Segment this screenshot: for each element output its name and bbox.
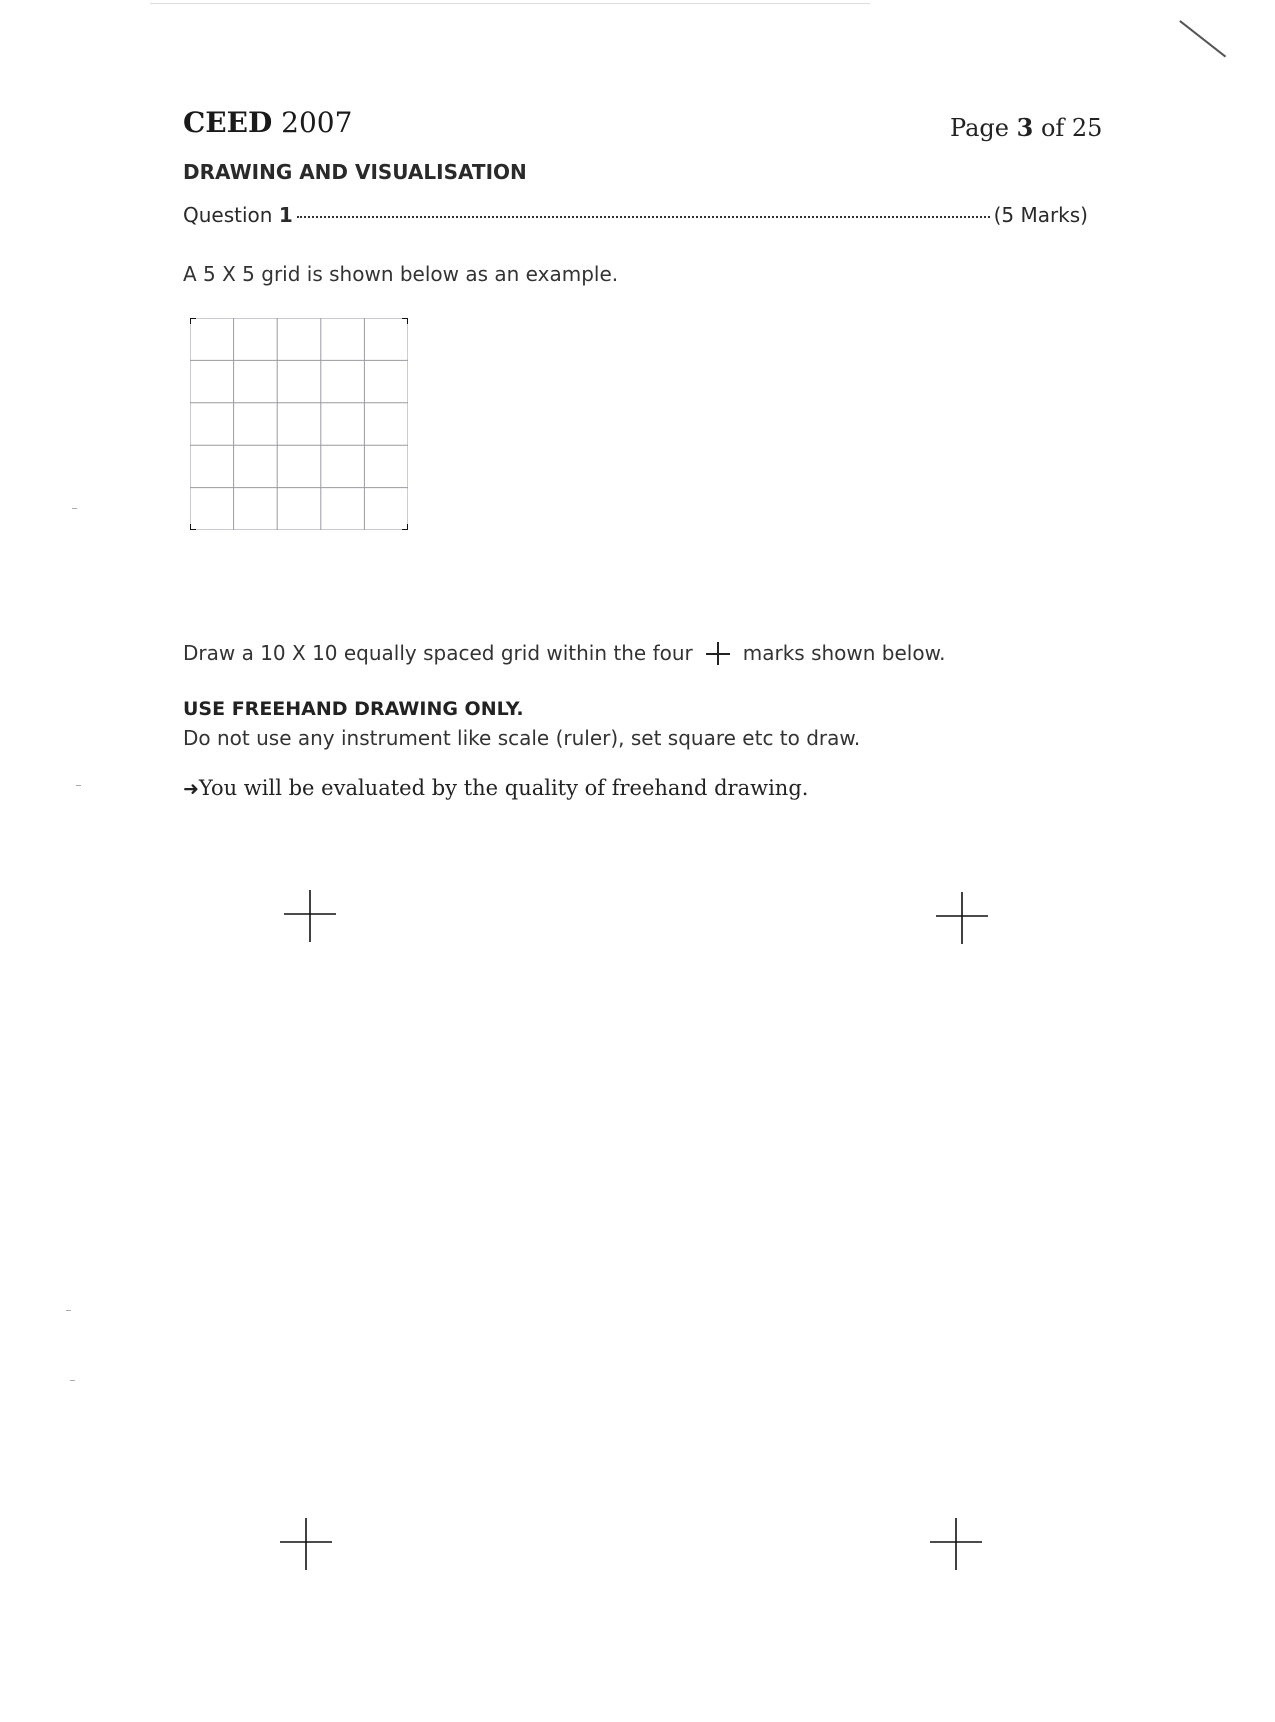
corner-mark-bottom-left-icon: [280, 1518, 332, 1570]
scan-speck: [66, 1310, 71, 1311]
corner-plus-icon: [402, 318, 408, 324]
corner-plus-icon: [190, 318, 196, 324]
exam-name: CEED: [183, 106, 273, 139]
scan-edge-line: [150, 3, 870, 4]
corner-plus-icon: [190, 524, 196, 530]
scan-speck: [70, 1380, 75, 1381]
page-number: [950, 113, 1102, 142]
scan-speck: [72, 508, 77, 509]
page-current: 3: [1016, 113, 1034, 142]
draw-instruction-end: marks shown below.: [742, 641, 946, 665]
evaluation-text: You will be evaluated by the quality of freehand drawing.: [198, 776, 809, 800]
plus-mark-icon: [705, 640, 731, 666]
corner-mark-top-left-icon: [284, 890, 336, 942]
grid-lines: [190, 318, 408, 530]
draw-instruction-start: Draw a 10 X 10 equally spaced grid within the four: [183, 641, 693, 665]
evaluation-note: [183, 776, 808, 800]
example-text: A 5 X 5 grid is shown below as an example.: [183, 262, 619, 286]
page-prefix: Page: [950, 114, 1009, 142]
exam-title: [183, 106, 352, 139]
question-marks: (5 Marks): [993, 203, 1088, 227]
corner-mark-top-right-icon: [936, 892, 988, 944]
corner-plus-icon: [402, 524, 408, 530]
grid-border: [190, 318, 408, 530]
right-arrow-icon: ➜: [183, 778, 199, 800]
corner-mark-bottom-right-icon: [930, 1518, 982, 1570]
freehand-warning: USE FREEHAND DRAWING ONLY.: [183, 698, 524, 720]
question-word: Question: [183, 203, 273, 227]
question-label: [183, 203, 293, 227]
no-instruments-rule: Do not use any instrument like scale (ruler), set square etc to draw.: [183, 726, 861, 750]
draw-instruction: [183, 640, 945, 666]
dot-leader: [297, 216, 990, 218]
question-heading: [183, 203, 1088, 227]
page-total: of 25: [1040, 114, 1103, 142]
scan-mark: [1180, 20, 1227, 57]
section-title: DRAWING AND VISUALISATION: [183, 160, 527, 184]
scan-speck: [76, 785, 81, 786]
exam-year: 2007: [281, 106, 353, 139]
question-number: 1: [278, 203, 293, 227]
example-grid: [190, 318, 408, 530]
